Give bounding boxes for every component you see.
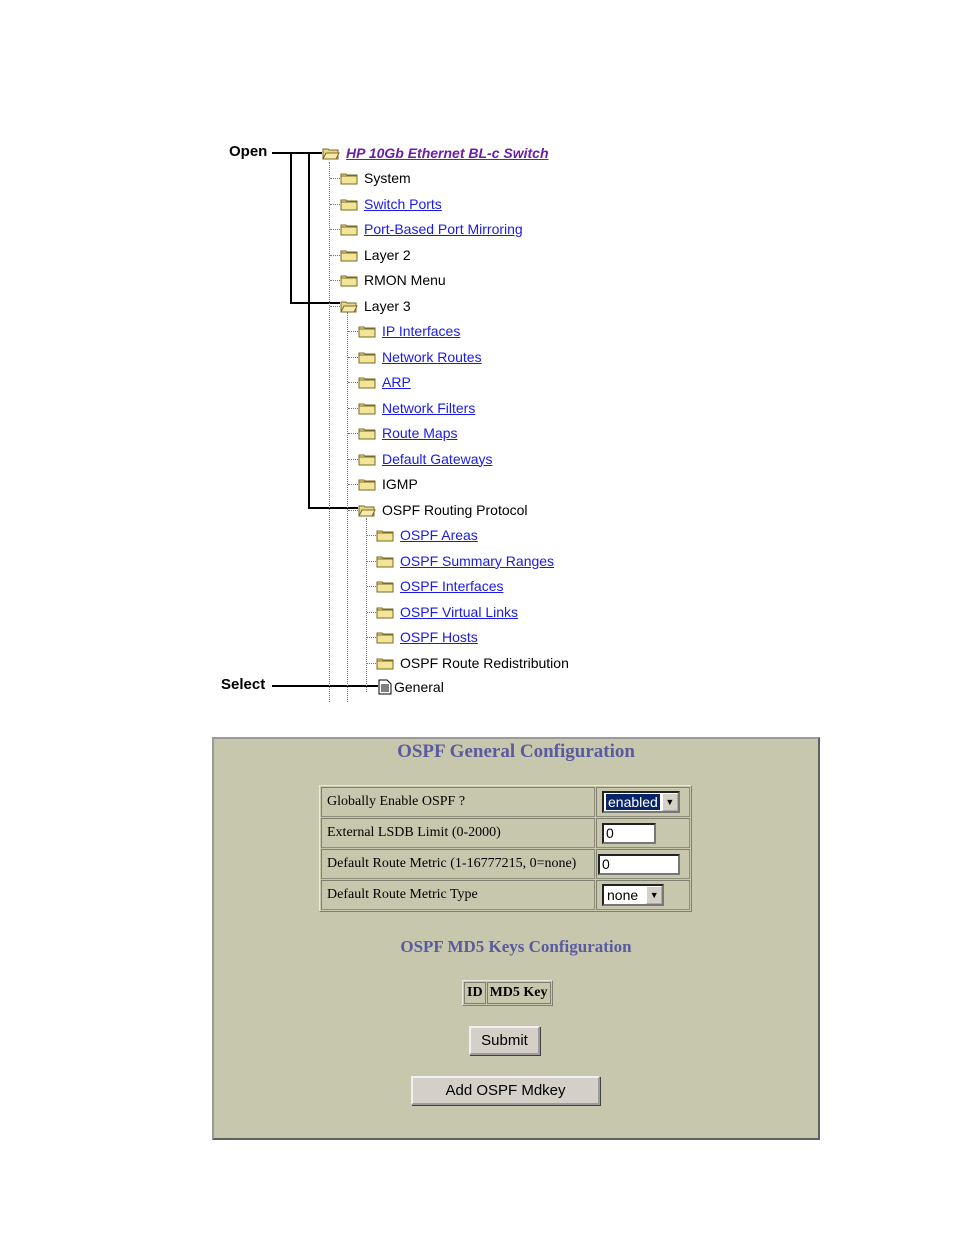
tree-guide <box>367 561 376 562</box>
tree-item[interactable] <box>358 372 411 392</box>
tree-item[interactable] <box>358 347 482 367</box>
tree-item[interactable] <box>358 449 493 469</box>
tree-guide <box>348 510 358 511</box>
callout-select: Select <box>221 676 266 693</box>
tree-item-label[interactable]: OSPF Hosts <box>400 629 478 645</box>
table-row <box>321 818 690 848</box>
tree-guide <box>348 459 358 460</box>
tree-item[interactable] <box>340 168 411 188</box>
tree-item-label[interactable]: OSPF Summary Ranges <box>400 552 555 569</box>
folder-icon <box>358 375 376 389</box>
tree-guide <box>348 433 358 434</box>
tree-item[interactable] <box>340 245 411 265</box>
tree-item[interactable] <box>376 602 518 622</box>
tree-guide <box>367 612 376 613</box>
tree-item[interactable] <box>340 296 411 316</box>
panel-title: OSPF General Configuration <box>397 741 635 762</box>
tree-guide <box>330 178 340 179</box>
tree-item-label[interactable]: Port-Based Port Mirroring <box>364 221 523 237</box>
tree-guide <box>347 312 348 702</box>
tree-guide <box>367 637 376 638</box>
folder-icon <box>340 222 358 236</box>
tree-item-label[interactable]: Network Filters <box>382 399 476 416</box>
folder-icon <box>376 554 394 568</box>
table-row <box>321 787 690 817</box>
table-row <box>464 982 551 1004</box>
tree-item-label[interactable]: IP Interfaces <box>382 323 461 339</box>
tree-guide <box>348 331 358 332</box>
tree-item[interactable] <box>358 500 528 520</box>
tree-root[interactable] <box>322 143 549 163</box>
folder-icon <box>340 273 358 287</box>
tree-guide <box>329 162 330 702</box>
enable-ospf-value: enabled <box>608 794 658 810</box>
folder-icon <box>358 401 376 415</box>
ospf-general-panel <box>212 737 820 1140</box>
md5-title: OSPF MD5 Keys Configuration <box>400 937 632 956</box>
tree-item-label: General <box>394 679 444 695</box>
tree-item[interactable] <box>340 270 446 290</box>
tree-guide <box>348 382 358 383</box>
tree-guide <box>348 357 358 358</box>
folder-icon <box>376 605 394 619</box>
metric-type-select[interactable] <box>602 884 664 906</box>
tree-item-general[interactable] <box>378 677 444 697</box>
add-ospf-mdkey-button[interactable]: Add OSPF Mdkey <box>411 1076 600 1105</box>
tree-item-label: OSPF Route Redistribution <box>400 654 569 671</box>
tree-guide <box>330 229 340 230</box>
callout-line <box>290 302 340 304</box>
tree-item[interactable] <box>358 474 418 494</box>
tree-guide <box>330 306 340 307</box>
folder-icon <box>358 426 376 440</box>
md5-header-id: ID <box>464 982 486 1004</box>
tree-item[interactable] <box>376 525 478 545</box>
tree-item[interactable] <box>376 551 554 571</box>
tree-item[interactable] <box>376 627 478 647</box>
tree-item[interactable] <box>358 423 457 443</box>
folder-icon <box>376 528 394 542</box>
tree-item-label[interactable]: Default Gateways <box>382 450 493 467</box>
folder-open-icon <box>322 146 340 160</box>
tree-guide <box>348 408 358 409</box>
submit-button[interactable]: Submit <box>469 1026 540 1055</box>
metric-type-label: Default Route Metric Type <box>321 880 595 910</box>
enable-ospf-select[interactable] <box>602 791 680 813</box>
folder-open-icon <box>340 299 358 313</box>
folder-icon <box>358 324 376 338</box>
tree-item[interactable] <box>358 321 460 341</box>
lsdb-limit-label: External LSDB Limit (0-2000) <box>321 818 595 848</box>
tree-guide <box>366 518 367 692</box>
tree-guide <box>367 535 376 536</box>
tree-item-label: OSPF Routing Protocol <box>382 501 528 518</box>
callout-line <box>272 152 322 154</box>
table-row <box>321 880 690 910</box>
tree-item-label[interactable]: Switch Ports <box>364 195 442 212</box>
tree-guide <box>330 255 340 256</box>
tree-guide <box>330 204 340 205</box>
callout-line <box>308 152 310 508</box>
tree-item-label[interactable]: OSPF Virtual Links <box>400 603 519 620</box>
tree-item-label[interactable]: Network Routes <box>382 348 482 365</box>
tree-item[interactable] <box>358 398 475 418</box>
tree-guide <box>367 586 376 587</box>
folder-icon <box>376 630 394 644</box>
tree-guide <box>348 484 358 485</box>
folder-icon <box>340 248 358 262</box>
tree-item-label[interactable]: OSPF Interfaces <box>400 578 504 594</box>
tree-item-label: Layer 3 <box>364 297 411 314</box>
tree-item-label: RMON Menu <box>364 272 446 288</box>
tree-item-label: Layer 2 <box>364 246 411 263</box>
tree-item-label: System <box>364 170 411 186</box>
lsdb-limit-input[interactable]: 0 <box>602 823 656 844</box>
folder-icon <box>358 452 376 466</box>
folder-icon <box>340 197 358 211</box>
tree-item-label: IGMP <box>382 476 418 492</box>
table-row <box>321 849 690 879</box>
tree-item-label[interactable]: ARP <box>382 374 411 390</box>
chevron-down-icon[interactable]: ▼ <box>646 886 662 904</box>
tree-root-label[interactable]: HP 10Gb Ethernet BL-c Switch <box>346 145 549 161</box>
route-metric-input[interactable]: 0 <box>598 854 680 875</box>
document-icon <box>378 679 392 695</box>
md5-keys-table <box>462 980 553 1006</box>
callout-line <box>272 685 378 687</box>
enable-ospf-label: Globally Enable OSPF ? <box>321 787 595 817</box>
callout-open: Open <box>229 143 268 160</box>
tree-item-label[interactable]: Route Maps <box>382 425 458 441</box>
folder-icon <box>358 350 376 364</box>
tree-item[interactable] <box>340 194 442 214</box>
tree-guide <box>367 663 376 664</box>
folder-icon <box>340 171 358 185</box>
folder-icon <box>376 656 394 670</box>
config-table <box>319 785 692 912</box>
tree-item[interactable] <box>376 576 503 596</box>
metric-type-value: none <box>607 887 639 903</box>
md5-header-key: MD5 Key <box>487 982 551 1004</box>
tree-guide <box>330 280 340 281</box>
folder-icon <box>376 579 394 593</box>
tree-item[interactable] <box>376 653 569 673</box>
chevron-down-icon[interactable]: ▼ <box>662 793 678 811</box>
tree-item[interactable] <box>340 219 523 239</box>
tree-item-label[interactable]: OSPF Areas <box>400 527 478 543</box>
callout-line <box>290 152 292 304</box>
folder-open-icon <box>358 503 376 517</box>
folder-icon <box>358 477 376 491</box>
route-metric-label: Default Route Metric (1-16777215, 0=none) <box>321 849 595 879</box>
